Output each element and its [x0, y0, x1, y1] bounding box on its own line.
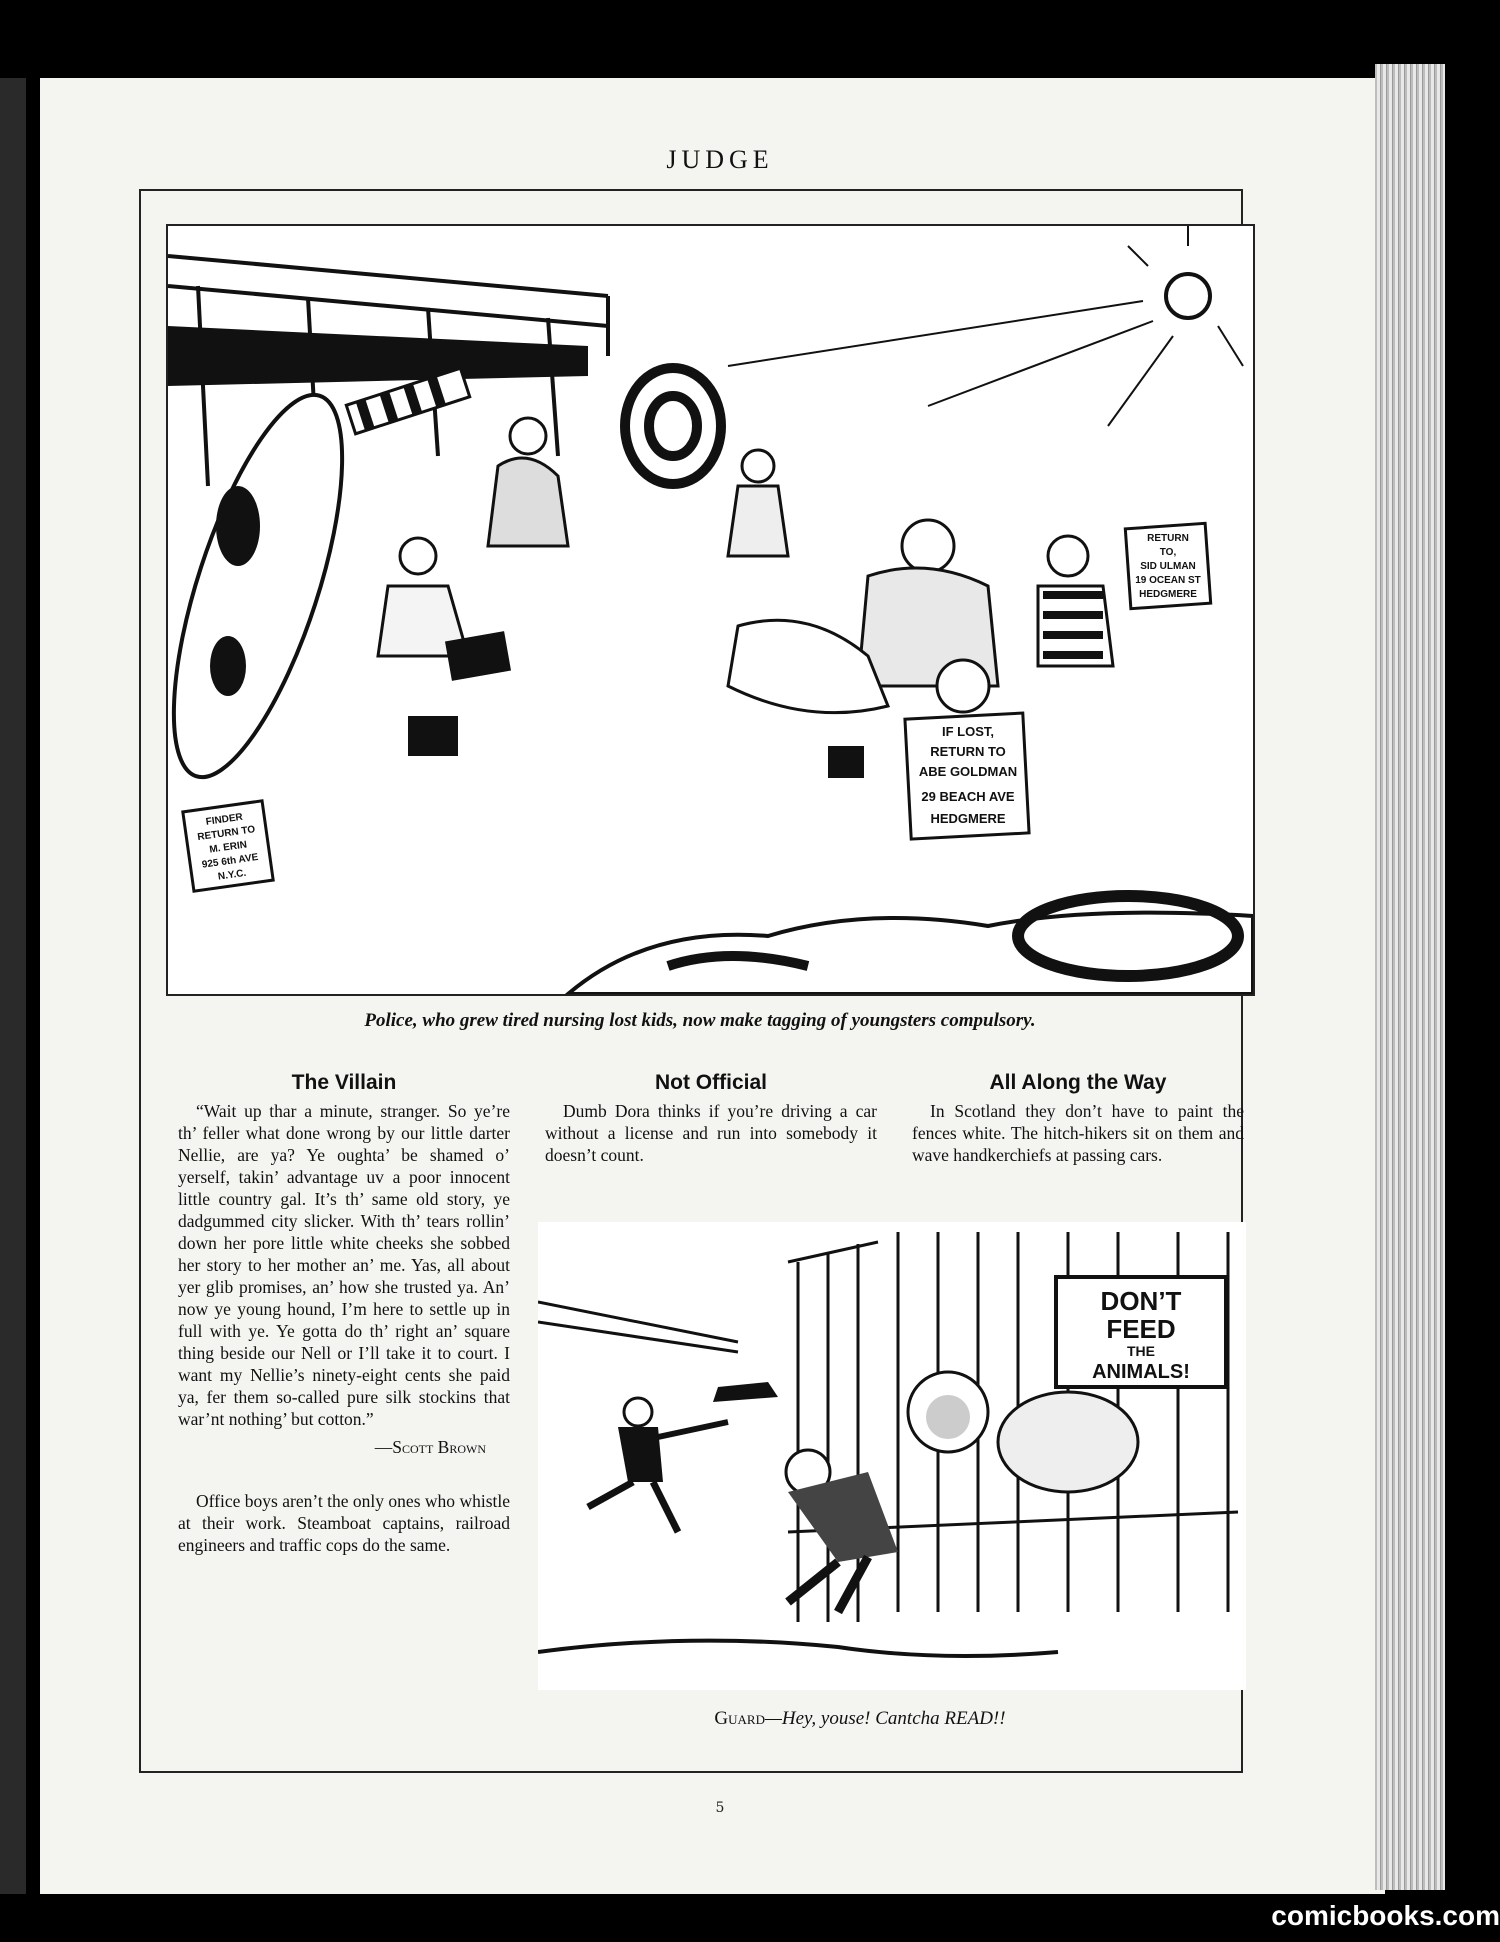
column-not-official	[545, 1072, 877, 1166]
heading-the-villain: The Villain	[291, 1071, 397, 1094]
top-cartoon-caption: Police, who grew tired nursing lost kids, now make tagging of youngsters compulsory.	[364, 1010, 1036, 1031]
heading-not-official: Not Official	[654, 1071, 767, 1094]
right-tag-line-1: RETURN	[1147, 533, 1189, 544]
child-tag-line-4: 29 BEACH AVE	[921, 789, 1015, 804]
heading-all-along-the-way: All Along the Way	[989, 1071, 1167, 1094]
dont-feed-sign	[1092, 1286, 1190, 1383]
caption-speaker: Guard	[714, 1708, 765, 1729]
column-the-villain	[178, 1072, 510, 1556]
watermark: comicbooks.com	[1271, 1900, 1500, 1931]
left-tag-line-4: 925 6th AVE	[201, 851, 259, 871]
magazine-title: JUDGE	[666, 145, 774, 174]
caption-line: —Hey, youse! Cantcha READ!!	[764, 1708, 1006, 1729]
dont-feed-sign-line-4: ANIMALS!	[1092, 1361, 1190, 1383]
text-the-villain: “Wait up thar a minute, stranger. So ye’re th’ feller what done wrong by our little darter Nellie, are ya? Ye oughta’ be shamed o’ yerself, takin’ advantage uv a poor innocent little country gal. It’s th’ same old story, ye dadgummed city slicker. With th’ tears rollin’ down her pore little white cheeks she sobbed her story to her mother an’ me. Yas, all about yer glib promises, an’ how she trusted ya. An’ now ye young hound, I’m here to settle up in full with ye. Ye gotta do th’ right an’ square thing beside our Nell or I’ll take it to court. I want my Nellie’s ninety-eight cents she paid ya, fer them so-called pure silk stockins that war’nt nothing’ but cotton.”	[178, 1101, 510, 1429]
beach-cartoon	[166, 224, 1255, 996]
column-all-along-the-way	[912, 1072, 1244, 1166]
child-tag-line-1: IF LOST,	[942, 724, 994, 739]
right-tag-line-5: HEDGMERE	[1139, 589, 1197, 600]
child-tag-line-5: HEDGMERE	[930, 811, 1006, 826]
zoo-cartoon-caption	[560, 1708, 1160, 1730]
dont-feed-sign-line-1: DON’T	[1100, 1286, 1182, 1316]
zoo-cartoon	[538, 1222, 1246, 1690]
page-number: 5	[715, 1800, 725, 1816]
book-spine	[0, 78, 26, 1894]
right-tag-line-3: SID ULMAN	[1140, 561, 1196, 572]
child-tag-line-2: RETURN TO	[930, 744, 1006, 759]
dont-feed-sign-line-2: FEED	[1106, 1314, 1176, 1344]
left-tag-line-5: N.Y.C.	[217, 867, 247, 883]
right-tag-line-4: 19 OCEAN ST	[1135, 575, 1201, 586]
signature-scott-brown: —Scott Brown	[374, 1437, 486, 1457]
text-office-boys: Office boys aren’t the only ones who whistle at their work. Steamboat captains, railroad engineers and traffic cops do the same.	[178, 1491, 510, 1555]
text-all-along-the-way: In Scotland they don’t have to paint the fences white. The hitch-hikers sit on them and wave handkerchiefs at passing cars.	[912, 1101, 1244, 1165]
page-edges	[1375, 64, 1445, 1890]
left-tag-line-2: RETURN TO	[196, 824, 256, 844]
right-tag-line-2: TO,	[1159, 547, 1177, 558]
child-tag-line-3: ABE GOLDMAN	[918, 764, 1018, 779]
dont-feed-sign-line-3: THE	[1127, 1343, 1155, 1359]
text-not-official: Dumb Dora thinks if you’re driving a car without a license and run into somebody it doesn’t count.	[545, 1101, 877, 1165]
left-tag-line-1: FINDER	[205, 811, 244, 828]
left-tag-line-3: M. ERIN	[208, 839, 248, 856]
